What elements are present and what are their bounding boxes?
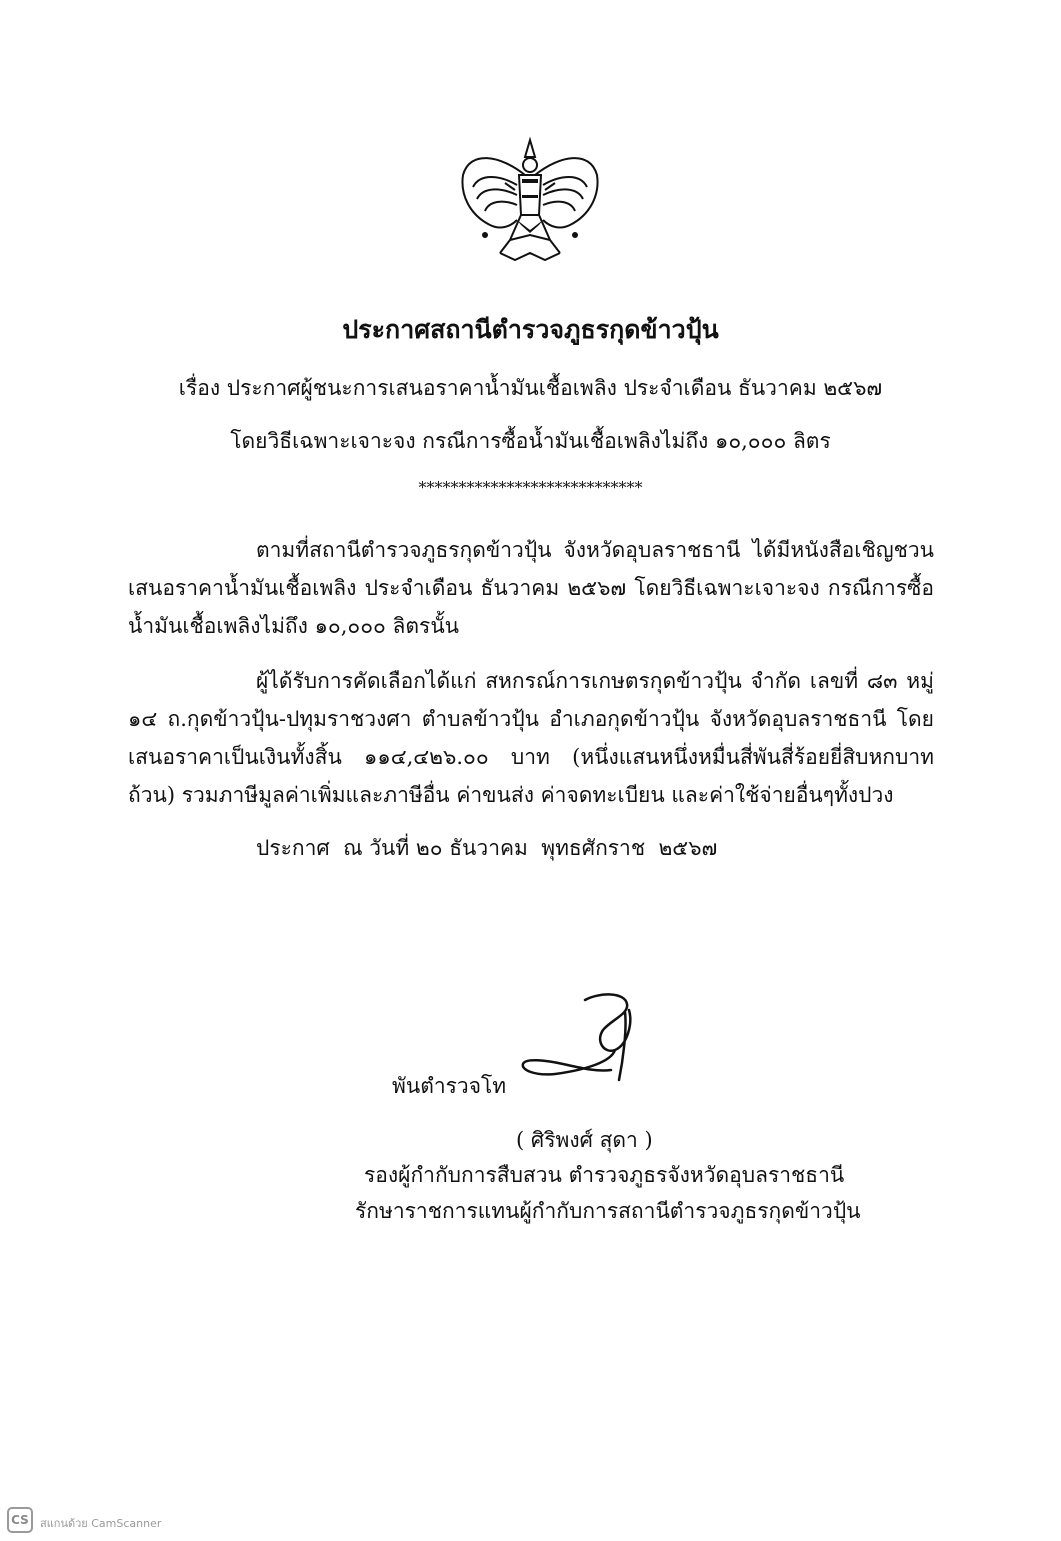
signer-name: ( ศิริพงศ์ สุดา ) — [516, 1128, 653, 1152]
subject-line-1: เรื่อง ประกาศผู้ชนะการเสนอราคาน้ำมันเชื้อเพลิง ประจำเดือน ธันวาคม ๒๕๖๗ — [178, 376, 883, 400]
camscanner-logo-icon: CS — [7, 1507, 33, 1533]
handwritten-signature — [515, 990, 645, 1090]
body-paragraph-2: ผู้ได้รับการคัดเลือกได้แก่ สหกรณ์การเกษตรกุดข้าวปุ้น จำกัด เลขที่ ๘๓ หมู่ ๑๔ ถ.กุดข้าวปุ้น-ปทุมราชวงศา ตำบลข้าวปุ้น อำเภอกุดข้าวปุ้น จังหวัดอุบลราชธานี โดยเสนอราคาเป็นเงินทั้งสิ้น ๑๑๔,๔๒๖.๐๐ บาท (หนึ่งแสนหนึ่งหมื่นสี่พันสี่ร้อยยี่สิบหกบาทถ้วน) รวมภาษีมูลค่าเพิ่มและภาษีอื่น ค่าขนส่ง ค่าจดทะเบียน และค่าใช้จ่ายอื่นๆทั้งปวง — [128, 669, 934, 807]
body-paragraph-1: ตามที่สถานีตำรวจภูธรกุดข้าวปุ้น จังหวัดอุบลราชธานี ได้มีหนังสือเชิญชวนเสนอราคาน้ำมันเชื้อเพลิง ประจำเดือน ธันวาคม ๒๕๖๗ โดยวิธีเฉพาะเจาะจง กรณีการซื้อน้ำมันเชื้อเพลิงไม่ถึง ๑๐,๐๐๐ ลิตรนั้น — [128, 538, 934, 638]
page-title: ประกาศสถานีตำรวจภูธรกุดข้าวปุ้น — [342, 315, 719, 344]
camscanner-watermark: สแกนด้วย CamScanner — [40, 1517, 162, 1530]
signer-position-1: รองผู้กำกับการสืบสวน ตำรวจภูธรจังหวัดอุบลราชธานี — [364, 1163, 845, 1187]
signer-position-2: รักษาราชการแทนผู้กำกับการสถานีตำรวจภูธรกุดข้าวปุ้น — [355, 1199, 861, 1223]
subject-line-2: โดยวิธีเฉพาะเจาะจง กรณีการซื้อน้ำมันเชื้อเพลิงไม่ถึง ๑๐,๐๐๐ ลิตร — [230, 429, 831, 453]
separator: **************************** — [418, 478, 643, 497]
garuda-emblem-icon — [455, 135, 605, 270]
announce-date: ประกาศ ณ วันที่ ๒๐ ธันวาคม พุทธศักราช ๒๕๖๗ — [256, 836, 718, 860]
signer-rank: พันตำรวจโท — [392, 1074, 507, 1098]
